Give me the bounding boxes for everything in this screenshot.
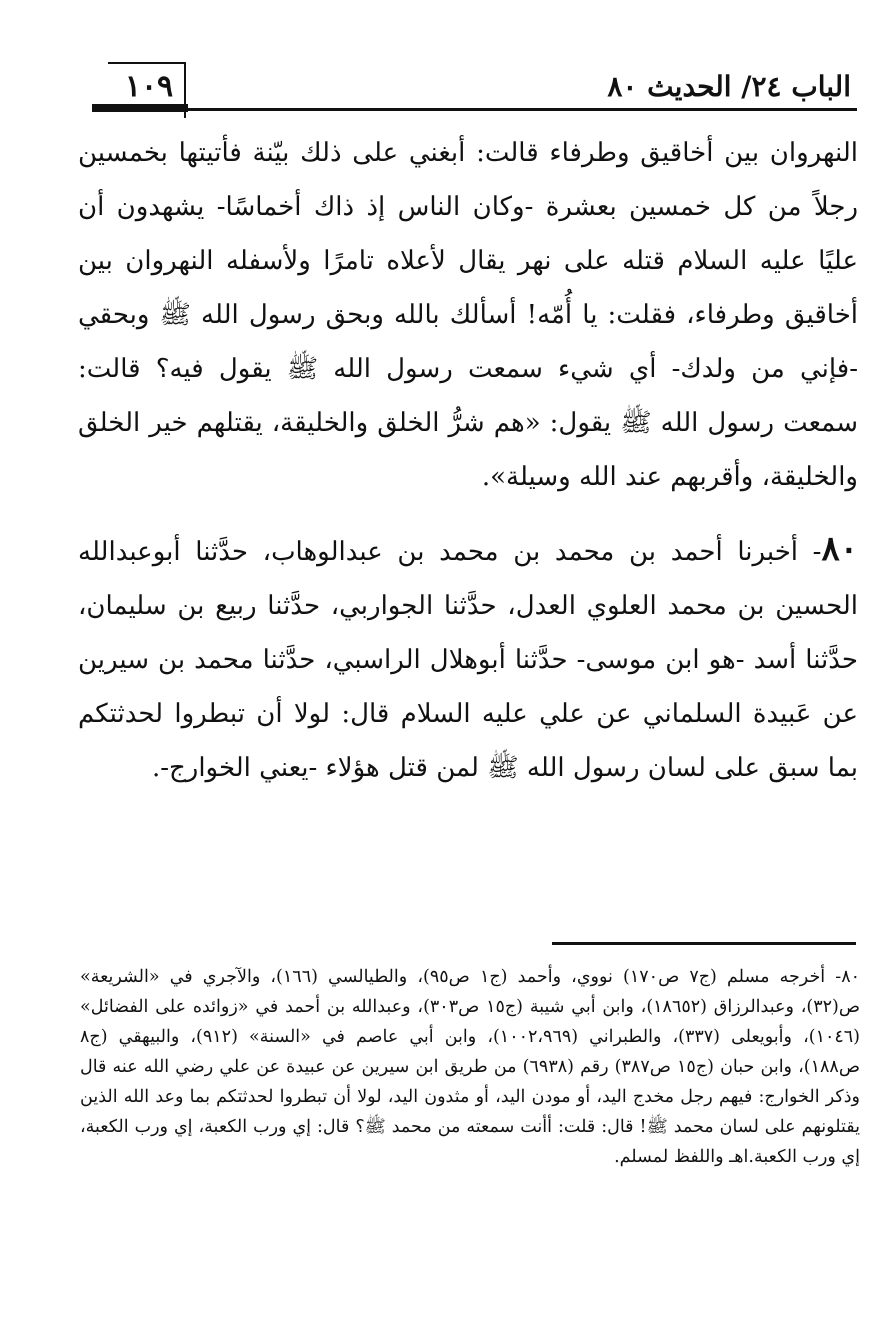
- page-number: ١٠٩: [124, 69, 174, 104]
- paragraph-continuation: النهروان بين أخاقيق وطرفاء قالت: أبغني على ذلك بيّنة فأتيتها بخمسين رجلاً من كل خمسين بعشرة -وكان الناس إذ ذاك أخماسًا- يشهدون أن عليًا عليه السلام قتله على نهر يقال لأعلاه تامرًا ولأسفله النهروان بين أخاقيق وطرفاء، فقلت: يا أُمّه! أسألك بالله وبحق رسول الله ﷺ وبحقي -فإني من ولدك- أي شيء سمعت رسول الله ﷺ يقول فيه؟ قالت: سمعت رسول الله ﷺ يقول: «هم شرُّ الخلق والخليقة، يقتلهم خير الخلق والخليقة، وأقربهم عند الله وسيلة».: [78, 138, 858, 492]
- footnote-separator: [552, 942, 856, 945]
- hadith-text: - أخبرنا أحمد بن محمد بن محمد بن عبدالوهاب، حدَّثنا أبوعبدالله الحسين بن محمد العلوي العدل، حدَّثنا الجواربي، حدَّثنا ربيع بن سليمان، حدَّثنا أسد -هو ابن موسى- حدَّثنا أبوهلال الراسبي، حدَّثنا محمد بن سيرين عن عَبيدة السلماني عن علي عليه السلام قال: لولا أن تبطروا لحدثتكم بما سبق على لسان رسول الله ﷺ لمن قتل هؤلاء -يعني الخوارج-.: [78, 537, 858, 783]
- hadith-number: ٨٠: [821, 529, 858, 569]
- footnote-text: ٨٠- أخرجه مسلم (ج٧ ص١٧٠) نووي، وأحمد (ج١ ص٩٥)، والطيالسي (١٦٦)، والآجري في «الشريعة» ص(٣٢)، وعبدالرزاق (١٨٦٥٢)، وابن أبي شيبة (ج١٥ ص٣٠٣)، وعبدالله بن أحمد في «زوائده على الفضائل» (١٠٤٦)، وأبويعلى (٣٣٧)، والطبراني (١٠٠٢،٩٦٩)، وابن أبي عاصم في «السنة» (٩١٢)، والبيهقي (ج٨ ص١٨٨)، وابن حبان (ج١٥ ص٣٨٧) رقم (٦٩٣٨) من طريق ابن سيرين عن عبيدة عن علي رضي الله عنه قال وذكر الخوارج: فيهم رجل مخدج اليد، أو مودن اليد، أو مثدون اليد، لولا أن تبطروا لحدثتكم بما وعد الله الذين يقتلونهم على لسان محمد ﷺ! قال: قلت: أأنت سمعته من محمد ﷺ؟ قال: إي ورب الكعبة، إي ورب الكعبة، إي ورب الكعبة.اهـ واللفظ لمسلم.: [80, 967, 860, 1167]
- header-rule-accent: [92, 104, 188, 112]
- footnote: [80, 962, 860, 1172]
- main-text: [78, 126, 858, 795]
- hadith-paragraph: [78, 522, 858, 795]
- running-header-title: الباب ٢٤/ الحديث ٨٠: [607, 70, 851, 103]
- header-rule: [96, 108, 857, 111]
